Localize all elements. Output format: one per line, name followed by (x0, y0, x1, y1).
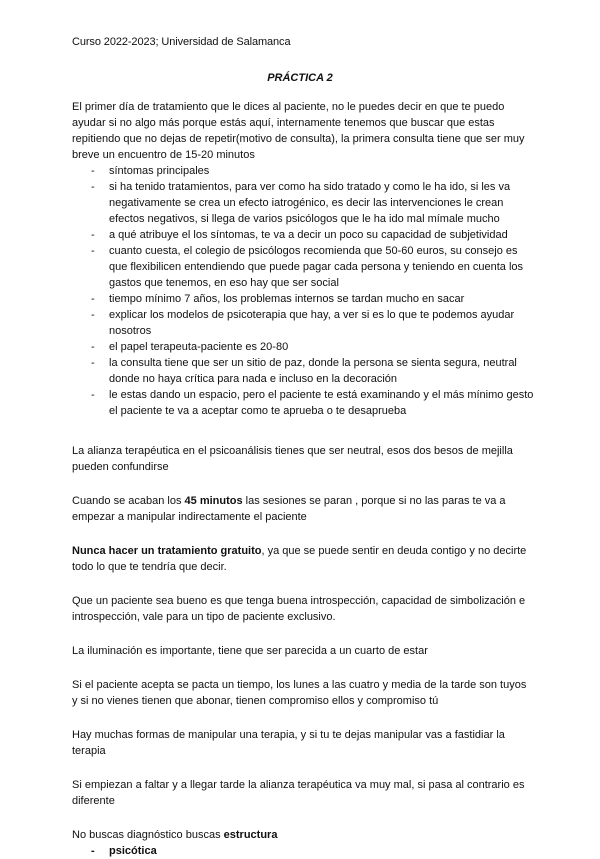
paciente-bueno-paragraph: Que un paciente sea bueno es que tenga buena introspección, capacidad de simbolización e introspección, vale para un tipo de paciente exclusivo. (72, 595, 526, 623)
list-item: - si ha tenido tratamientos, para ver como ha sido tratado y como le ha ido, si les va negativamente se crea un efecto iatrogénico, es decir las intervenciones le crean efectos negativos, si llega de varios psicólogos que le ha ido mal mímale mucho (72, 179, 534, 227)
estructura-list (72, 843, 534, 859)
page-header: Curso 2022-2023; Universidad de Salamanca (72, 36, 291, 48)
tiempo-paragraph: Si el paciente acepta se pacta un tiempo, los lunes a las cuatro y media de la tarde son tuyos y si no vienes tienen que abonar, tienen compromiso ellos y compromiso tú (72, 679, 527, 707)
list-item: - la consulta tiene que ser un sitio de paz, donde la persona se sienta segura, neutral donde no haya crítica para nada e incluso en la decoración (72, 355, 534, 387)
gratuito-highlight: Nunca hacer un tratamiento gratuito (72, 545, 262, 557)
intro-paragraph: El primer día de tratamiento que le dices al paciente, no le puedes decir en que te puedo ayudar si no algo más porque estás aquí, internamente tenemos que buscar que estas repitiendo que no dejas de repetir(motivo de consulta), la primera consulta tiene que ser muy breve un encuentro de 15-20 minutos (72, 101, 525, 161)
first-session-list (72, 163, 534, 419)
list-item: - a qué atribuye el los síntomas, te va a decir un poco su capacidad de subjetividad (72, 227, 534, 243)
diagnostico-paragraph: No buscas diagnóstico buscas estructura (72, 829, 278, 841)
iluminacion-paragraph: La iluminación es importante, tiene que ser parecida a un cuarto de estar (72, 645, 428, 657)
alianza-paragraph: La alianza terapéutica en el psicoanálisis tienes que ser neutral, esos dos besos de mejilla pueden confundirse (72, 445, 513, 473)
sesiones-paragraph: Cuando se acaban los 45 minutos las sesiones se paran , porque si no las paras te va a empezar a manipular indirectamente el paciente (72, 495, 506, 523)
list-item: - síntomas principales (72, 163, 534, 179)
document-body (72, 99, 534, 859)
list-item: - tiempo mínimo 7 años, los problemas internos se tardan mucho en sacar (72, 291, 534, 307)
duration-highlight: 45 minutos (184, 495, 243, 507)
page-title: PRÁCTICA 2 (267, 72, 333, 84)
list-item: - le estas dando un espacio, pero el paciente te está examinando y el más mínimo gesto el paciente te va a aceptar como te aprueba o te desaprueba (72, 387, 534, 419)
list-item: - cuanto cuesta, el colegio de psicólogos recomienda que 50-60 euros, su consejo es que flexibilicen entendiendo que puede pagar cada persona y teniendo en cuenta los gastos que tenemos, en eso hay que ser social (72, 243, 534, 291)
manipular-paragraph: Hay muchas formas de manipular una terapia, y si tu te dejas manipular vas a fastidiar la terapia (72, 729, 505, 757)
faltar-paragraph: Si empiezan a faltar y a llegar tarde la alianza terapéutica va muy mal, si pasa al contrario es diferente (72, 779, 525, 807)
gratuito-paragraph: Nunca hacer un tratamiento gratuito, ya que se puede sentir en deuda contigo y no decirte todo lo que te tendría que decir. (72, 545, 527, 573)
estructura-highlight: estructura (223, 829, 278, 841)
list-item: - explicar los modelos de psicoterapia que hay, a ver si es lo que te podemos ayudar nosotros (72, 307, 534, 339)
list-item: - el papel terapeuta-paciente es 20-80 (72, 339, 534, 355)
list-item: - psicótica (72, 843, 534, 859)
